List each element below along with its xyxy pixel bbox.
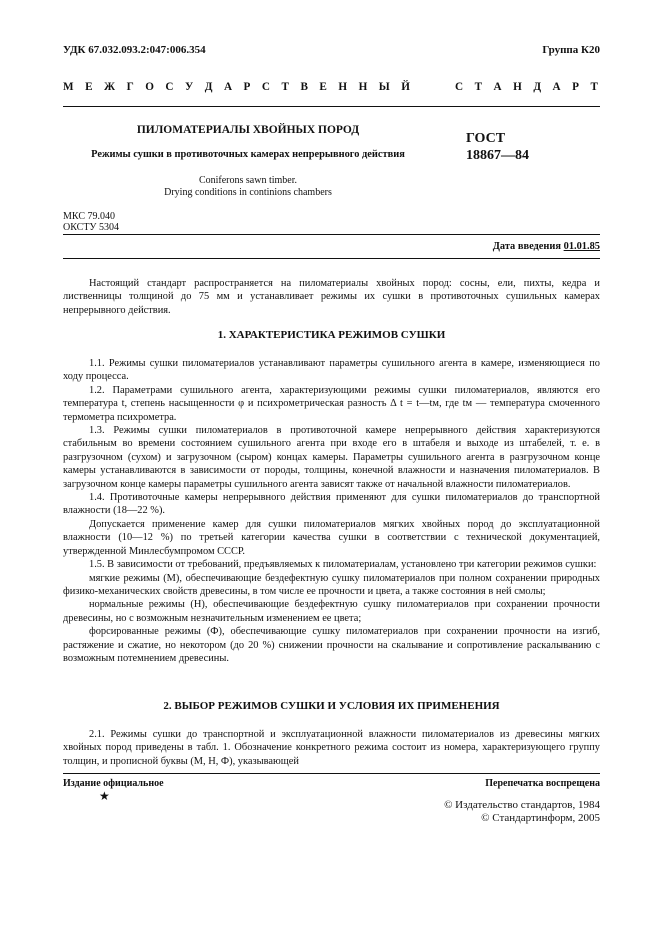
intro-block [63,277,600,317]
reprint-forbidden: Перепечатка воспрещена [485,778,600,789]
banner-letter: У [185,81,194,93]
effective-date [493,241,600,252]
banner-letter: С [261,81,270,93]
paragraph-1-5: 1.5. В зависимости от требований, предъявляемых к пиломатериалам, установлено три категории режимов сушки: [89,559,597,571]
intro-paragraph: Настоящий стандарт распространяется на пиломатериалы хвойных пород: сосны, ели, пихты, кедра и лиственницы толщиной до 75 мм и устанавливает режимы их сушки в противоточных сушильных камерах непрерывного действия. [63,278,600,316]
banner-letter: Й [401,81,410,93]
effective-date-value: 01.01.85 [563,241,600,252]
banner-letter: Е [85,81,93,93]
mode-forced: форсированные режимы (Ф), обеспечивающие сушку пиломатериалов при сохранении прочности на изгиб, растяжение и сжатие, но некотором (до 20 %) снижении прочности на скалывание и сопротивление раскалыванию с возможным потемнением древесины. [63,626,600,664]
banner-letter: В [300,81,308,93]
footer-rule [63,773,600,774]
banner-letter: Н [338,81,348,93]
star-icon: ★ [99,789,110,803]
banner-letter: М [63,81,74,93]
group-code: Группа К20 [542,44,600,56]
banner-letter: Д [533,81,542,93]
banner-letter: Т [474,81,483,93]
banner-letter: Ж [104,81,116,93]
mode-normal: нормальные режимы (Н), обеспечивающие бездефектную сушку пиломатериалов при сохранении прочности древесины, но с возможным незначительным изменением ее цвета; [63,599,600,624]
interstate-standard-banner [63,81,598,93]
mks-code: МКС 79.040 [63,211,115,222]
english-title-line-2: Drying conditions in continions chambers [164,187,332,198]
banner-letter: С [454,81,464,93]
copyright-standartinform: © Стандартинформ, 2005 [481,812,600,824]
paragraph-1-2: 1.2. Параметрами сушильного агента, характеризующими режимы сушки пиломатериалов, являются его температура t, степень насыщенности φ и психрометрическая разность Δ t = t—tм, где tм — температура смоченного термометра психрометра. [63,384,600,423]
banner-letter: А [493,81,502,93]
banner-letter: С [165,81,174,93]
paragraph-1-4: 1.4. Противоточные камеры непрерывного действия применяют для сушки пиломатериалов до транспортной влажности (18—22 %). [63,492,600,517]
gost-number: 18867—84 [466,148,529,163]
section-1-body [63,357,600,665]
banner-letter: О [145,81,154,93]
banner-letter: Н [358,81,368,93]
banner-letter: А [223,81,233,93]
copyright-publisher: © Издательство стандартов, 1984 [444,799,600,811]
section-1-heading: 1. ХАРАКТЕРИСТИКА РЕЖИМОВ СУШКИ [217,329,446,341]
udk-code: УДК 67.032.093.2:047:006.354 [63,44,206,56]
banner-letter: Р [243,81,251,93]
banner-letter: Н [513,81,522,93]
codes-rule [63,234,600,235]
banner-letter: А [552,81,561,93]
date-rule [63,258,600,259]
banner-letter: Г [126,81,134,93]
official-edition: Издание официальное [63,778,164,789]
banner-letter: Т [281,81,289,93]
paragraph-2-1: 2.1. Режимы сушки до транспортной и эксплуатационной влажности пиломатериалов из древесины мягких хвойных пород приведены в табл. 1. Обозначение конкретного режима состоит из номера, характеризующего группу толщин, и прописной буквы (М, Н, Ф), указывающей [63,729,600,767]
section-2-heading: 2. ВЫБОР РЕЖИМОВ СУШКИ И УСЛОВИЯ ИХ ПРИМЕНЕНИЯ [163,700,500,712]
english-title-line-1: Coniferons sawn timber. [198,175,298,186]
banner-gap [421,81,443,93]
document-title: ПИЛОМАТЕРИАЛЫ ХВОЙНЫХ ПОРОД [136,124,360,136]
banner-rule [63,106,600,107]
effective-date-label: Дата введения [492,241,562,252]
mode-soft: мягкие режимы (М), обеспечивающие бездефектную сушку пиломатериалов при полном сохранении природных физико-механических свойств древесины, в том числе ее прочности и цвета, а также состояния в ней смолы; [63,572,600,597]
banner-letter: Р [572,81,579,93]
paragraph-1-3: 1.3. Режимы сушки пиломатериалов в противоточной камере непрерывного действия характеризуются стабильным во времени состоянием сушильного агента при входе его в штабеля и выходе из штабелей, т. е. в разгрузочном (сухом) и загрузочном (сыром) концах камеры. Параметры сушильного агента в разгрузочном конце камеры устанавливаются в зависимости от породы, толщины, конечной влажности и назначения пиломатериалов. В загрузочном конце камеры параметры сушильного агента зависят также от начальной влажности пиломатериалов. [63,425,600,490]
section-2-body [63,728,600,768]
okstu-code: ОКСТУ 5304 [63,222,120,233]
paragraph-1-4-note: Допускается применение камер для сушки пиломатериалов мягких хвойных пород до эксплуатационной влажности (10—12 %) по третьей категории качества сушки в соответствии с технической документацией, утвержденной Минлесбумпромом СССР. [63,518,600,557]
banner-letter: Е [319,81,327,93]
banner-letter: Ы [378,81,390,93]
document-subtitle: Режимы сушки в противоточных камерах непрерывного действия [91,149,405,160]
paragraph-1-1: 1.1. Режимы сушки пиломатериалов устанавливают параметры сушильного агента в камере, изменяющиеся по ходу процесса. [63,358,600,383]
banner-letter: Т [590,81,598,93]
banner-letter: Д [204,81,213,93]
gost-label: ГОСТ [466,131,506,146]
